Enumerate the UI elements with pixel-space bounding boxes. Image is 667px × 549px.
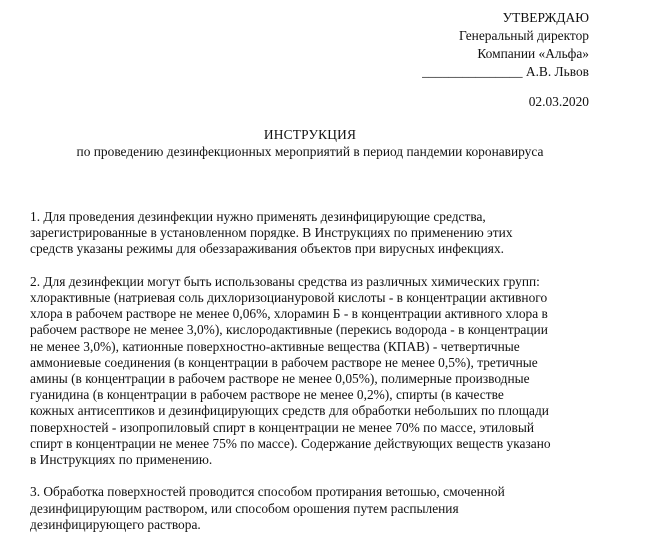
text-line: поверхностей - изопропиловый спирт в концентрации не менее 70% по массе, этиловый — [30, 419, 535, 435]
title-block — [0, 126, 620, 160]
approve-word: УТВЕРЖДАЮ — [502, 10, 589, 25]
signature-row — [422, 63, 589, 81]
text-line: 1. Для проведения дезинфекции нужно применять дезинфицирующие средства, — [30, 209, 486, 224]
paragraph-2 — [30, 274, 595, 468]
document-subtitle: по проведению дезинфекционных мероприятий в период пандемии коронавируса — [76, 144, 544, 159]
text-line: кожных антисептиков и дезинфицирующих средств для обработки небольших по площади — [30, 403, 549, 419]
approval-block — [422, 9, 589, 81]
document-date: 02.03.2020 — [528, 94, 589, 109]
text-line: в Инструкциях по применению. — [30, 452, 213, 468]
signature-line: _______________ — [422, 64, 523, 79]
text-line: не менее 3,0%), катионные поверхностно-активные вещества (КПАВ) - четвертичные — [30, 338, 520, 354]
document-title: ИНСТРУКЦИЯ — [263, 127, 357, 142]
text-line: дезинфицирующим раствором, или способом орошения путем распыления — [30, 500, 459, 516]
document-body — [30, 209, 595, 549]
text-line: хлора в рабочем растворе не менее 0,06%, хлорамин Б - в концентрации активного хлора в — [30, 306, 548, 322]
signer-name: А.В. Львов — [525, 64, 589, 79]
approver-position: Генеральный директор — [458, 28, 589, 43]
text-line: амины (в концентрации в рабочем растворе не менее 0,05%), полимерные производные — [30, 371, 530, 387]
paragraph-1 — [30, 209, 595, 258]
text-line: гуанидина (в концентрации в рабочем растворе не менее 0,2%), спирты (в качестве — [30, 387, 504, 403]
text-line: аммониевые соединения (в концентрации в рабочем растворе не менее 0,5%), третичные — [30, 354, 538, 370]
company-name: Компании «Альфа» — [477, 46, 589, 61]
text-line: рабочем растворе не менее 3,0%), кислородактивные (перекись водорода - в концентрации — [30, 322, 548, 338]
text-line: 3. Обработка поверхностей проводится способом протирания ветошью, смоченной — [30, 484, 505, 500]
paragraph-3 — [30, 484, 595, 533]
text-line: спирт в концентрации не менее 75% по массе). Содержание действующих веществ указано — [30, 435, 551, 451]
text-line: хлорактивные (натриевая соль дихлоризоциануровой кислоты - в концентрации активного — [30, 290, 548, 305]
text-line: 2. Для дезинфекции могут быть использованы средства из различных химических групп: — [30, 273, 540, 289]
text-line: дезинфицирующего раствора. — [30, 516, 201, 532]
text-line: средств указаны режимы для обеззараживания объектов при вирусных инфекциях. — [30, 241, 504, 257]
text-line: зарегистрированные в установленном порядке. В Инструкциях по применению этих — [30, 225, 513, 241]
